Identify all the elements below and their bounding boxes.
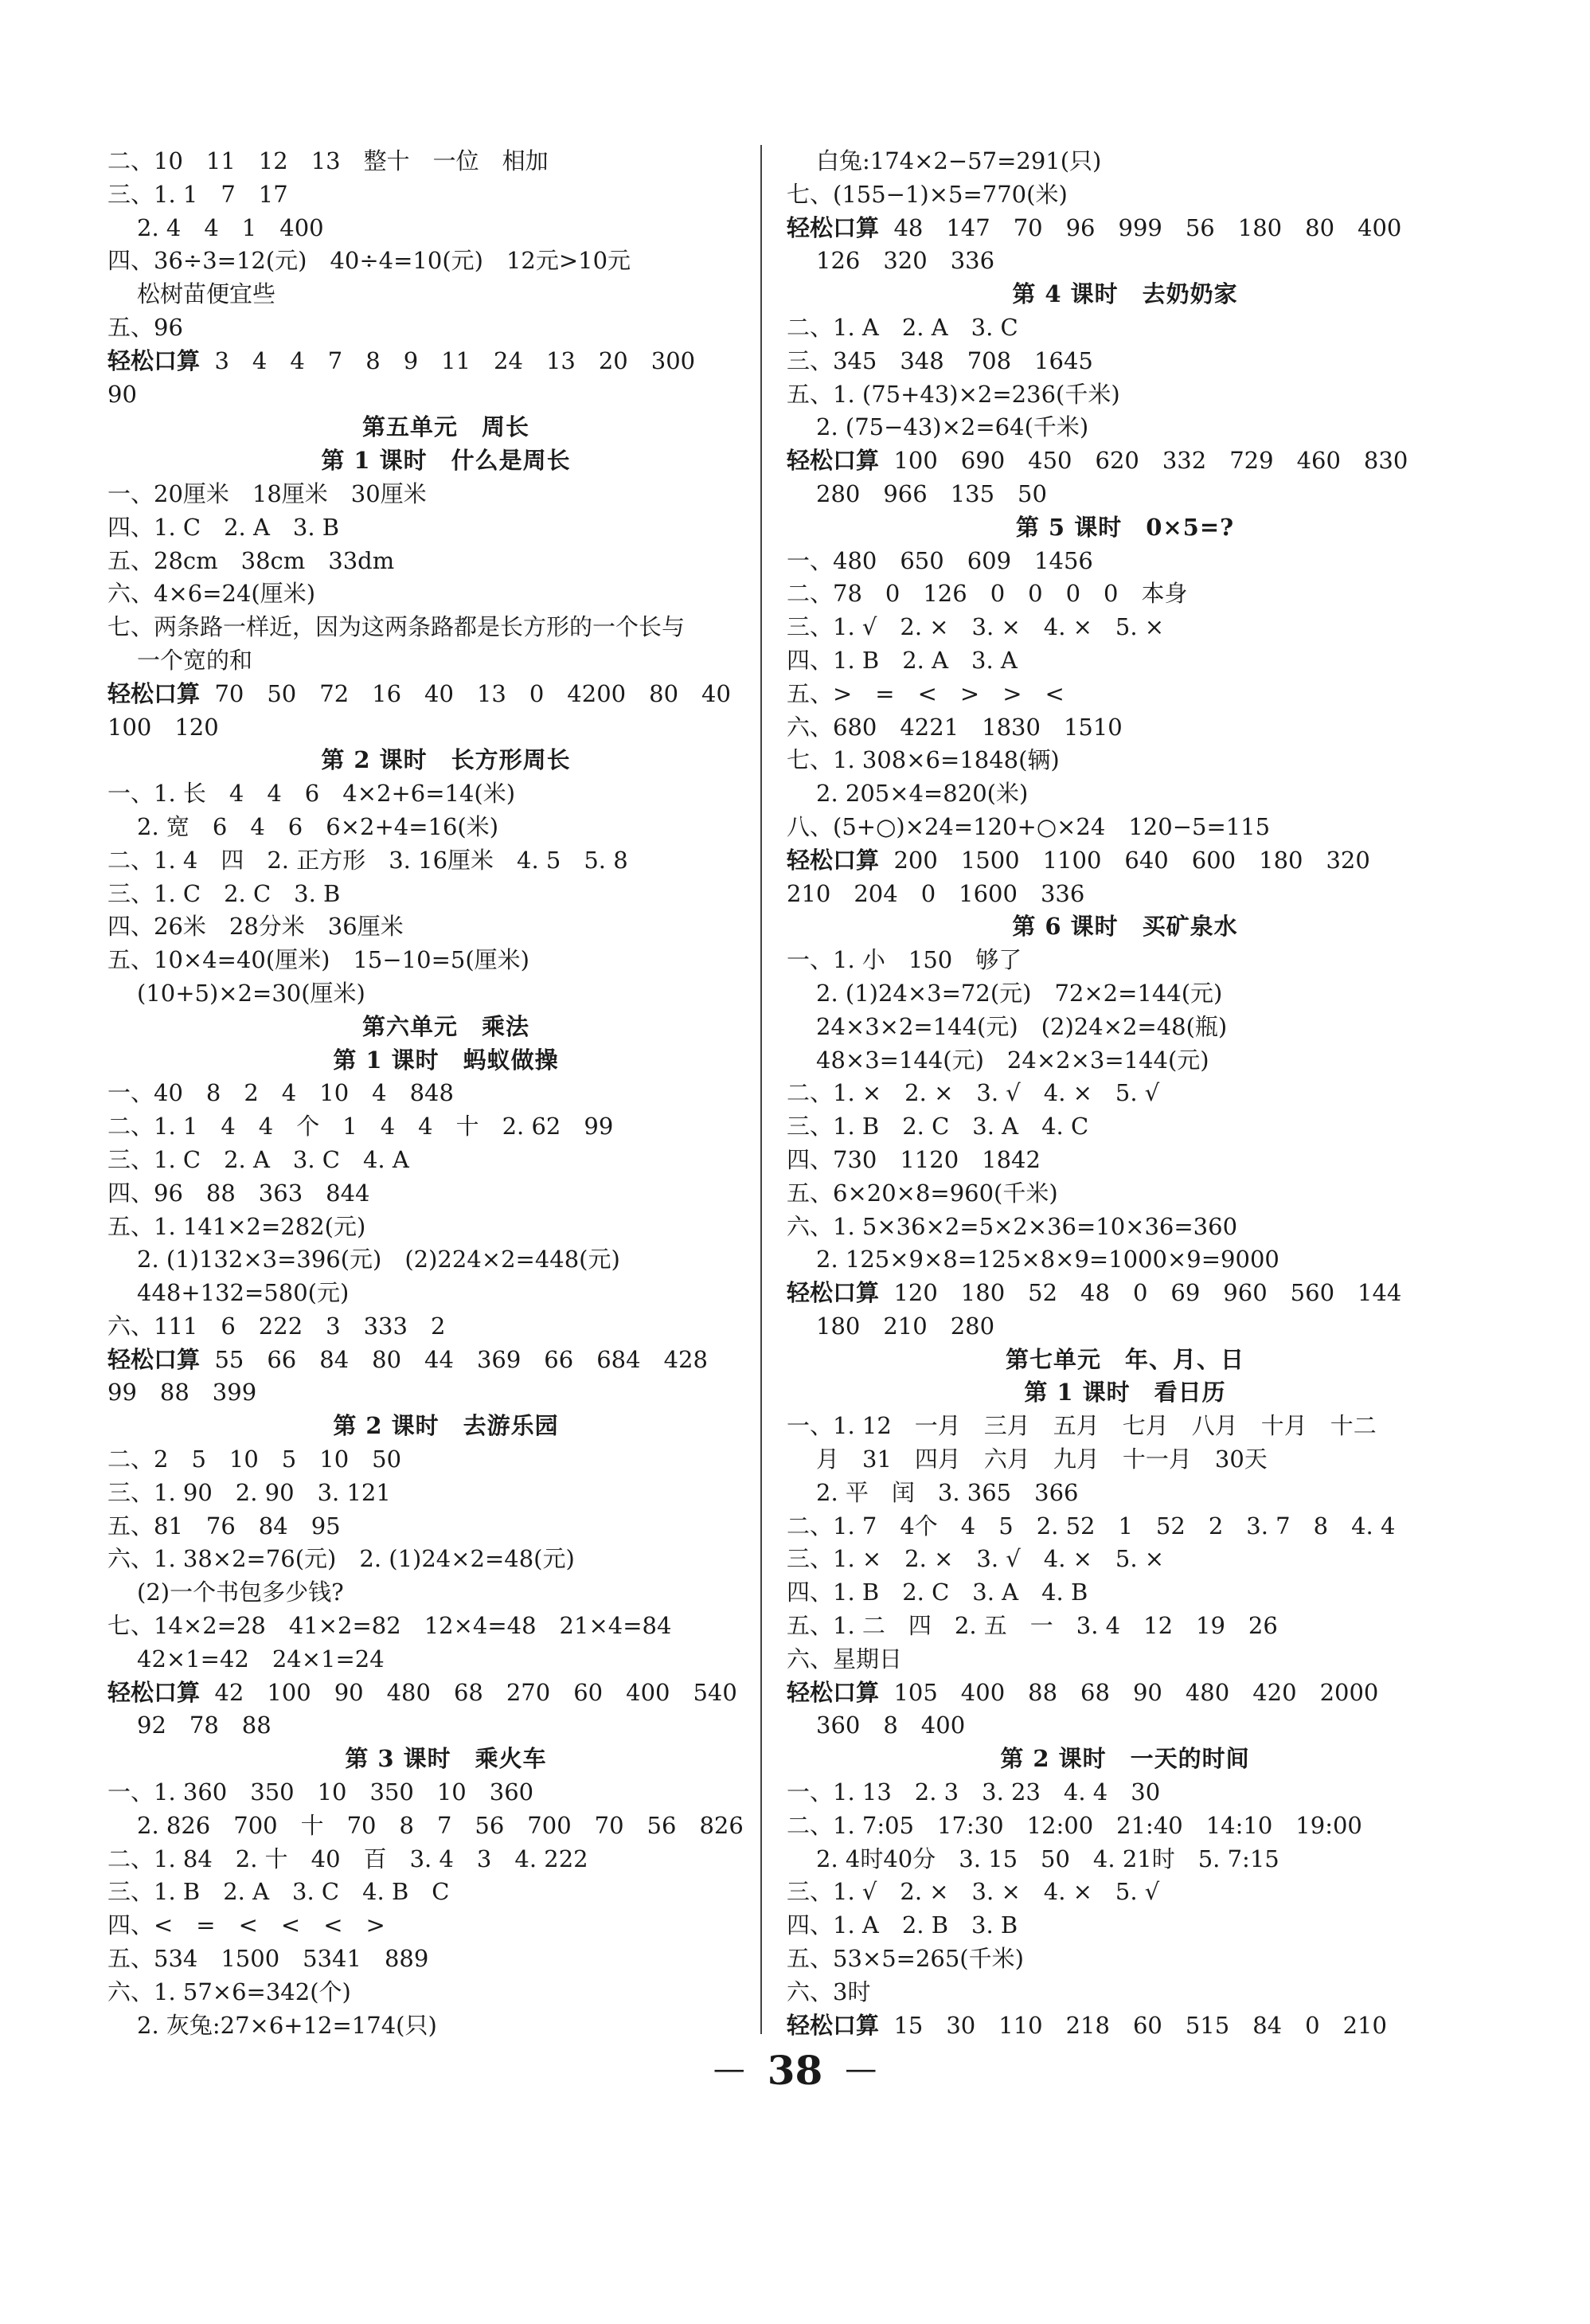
answer-line: 四、1. B 2. C 3. A 4. B [787, 1579, 1088, 1606]
oral-calc-line [787, 212, 1463, 245]
answer-line: 三、1. C 2. A 3. C 4. A [107, 1145, 409, 1173]
answer-line: 七、(155−1)×5=770(米) [787, 180, 1068, 208]
answer-line: 二、1. 7:05 17:30 12:00 21:40 14:10 19:00 [787, 1811, 1362, 1839]
answer-line: 一、1. 小 150 够了 [787, 946, 1022, 974]
answer-line: 99 88 399 [107, 1379, 257, 1407]
section-title: 第七单元 年、月、日 [1005, 1345, 1244, 1373]
oral-calc-label: 轻松口算 [787, 213, 880, 241]
answer-line: (10+5)×2=30(厘米) [137, 979, 365, 1007]
oral-calc-label: 轻松口算 [787, 1279, 880, 1307]
oral-calc-line [787, 2009, 1463, 2043]
oral-calc-values: 3 4 4 7 8 9 11 24 13 20 300 [200, 346, 696, 374]
answer-line: 2. 826 700 十 70 8 7 56 700 70 56 826 [137, 1811, 744, 1839]
answer-line: 二、1. 4 四 2. 正方形 3. 16厘米 4. 5 5. 8 [107, 846, 628, 874]
answer-line: 四、36÷3=12(元) 40÷4=10(元) 12元>10元 [107, 247, 631, 275]
answer-line: 二、1. 7 4个 4 5 2. 52 1 52 2 3. 7 8 4. 4 [787, 1512, 1396, 1540]
section-title: 第 3 课时 乘火车 [345, 1745, 547, 1773]
oral-calc-line [787, 844, 1463, 878]
oral-calc-values: 55 66 84 80 44 369 66 684 428 [200, 1345, 708, 1373]
answer-line: 六、1. 5×36×2=5×2×36=10×36=360 [787, 1212, 1238, 1240]
answer-line: 2. 125×9×8=125×8×9=1000×9=9000 [816, 1246, 1279, 1274]
oral-calc-label: 轻松口算 [787, 447, 880, 475]
section-title: 第 2 课时 长方形周长 [321, 746, 571, 774]
section-title: 第 1 课时 蚂蚁做操 [333, 1046, 559, 1074]
page-number-value: 38 [767, 2047, 823, 2094]
answer-line: 四、< = < < < > [107, 1911, 385, 1939]
answer-line: 二、2 5 10 5 10 50 [107, 1446, 402, 1473]
left-column [107, 145, 784, 2042]
answer-line: 90 [107, 380, 137, 408]
answer-line: 二、1. 84 2. 十 40 百 3. 4 3 4. 222 [107, 1845, 588, 1872]
answer-line: 2. 宽 6 4 6 6×2+4=16(米) [137, 812, 499, 840]
answer-line: 2. 平 闰 3. 365 366 [816, 1478, 1079, 1506]
column-divider [760, 145, 762, 2034]
answer-line: 五、1. 141×2=282(元) [107, 1212, 366, 1240]
answer-line: 二、1. A 2. A 3. C [787, 313, 1018, 341]
answer-line: 126 320 336 [816, 247, 995, 275]
section-title: 第六单元 乘法 [361, 1012, 529, 1040]
answer-line: (2)一个书包多少钱? [137, 1579, 344, 1606]
answer-line: 六、1. 38×2=76(元) 2. (1)24×2=48(元) [107, 1545, 575, 1573]
answer-line: 2. (75−43)×2=64(千米) [816, 413, 1089, 441]
answer-line: 二、78 0 126 0 0 0 0 本身 [787, 580, 1188, 608]
answer-line: 210 204 0 1600 336 [787, 879, 1085, 907]
answer-line: 2. 4时40分 3. 15 50 4. 21时 5. 7:15 [816, 1845, 1279, 1872]
answer-line: 六、1. 57×6=342(个) [107, 1978, 351, 2005]
answer-line: 七、14×2=28 41×2=82 12×4=48 21×4=84 [107, 1612, 672, 1640]
answer-line: 三、345 348 708 1645 [787, 346, 1093, 374]
oral-calc-values: 42 100 90 480 68 270 60 400 540 [200, 1678, 737, 1706]
answer-line: 六、3时 [787, 1978, 871, 2005]
answer-line: 五、534 1500 5341 889 [107, 1945, 429, 1973]
page-number: — 38 — [713, 2047, 877, 2094]
answer-line: 一个宽的和 [137, 646, 253, 674]
answer-line: 2. 205×4=820(米) [816, 780, 1029, 808]
answer-line: 2. (1)24×3=72(元) 72×2=144(元) [816, 979, 1223, 1007]
answer-line: 三、1. × 2. × 3. √ 4. × 5. × [787, 1545, 1165, 1573]
section-title: 第 1 课时 什么是周长 [321, 447, 571, 475]
section-title: 第 5 课时 0×5=? [1015, 513, 1235, 541]
answer-line: 三、1. 90 2. 90 3. 121 [107, 1478, 391, 1506]
answer-line: 六、星期日 [787, 1645, 903, 1673]
oral-calc-line [107, 678, 784, 711]
answer-line: 七、两条路一样近，因为这两条路都是长方形的一个长与 [107, 613, 686, 641]
oral-calc-values: 105 400 88 68 90 480 420 2000 [879, 1678, 1379, 1706]
answer-line: 五、28cm 38cm 33dm [107, 546, 395, 574]
answer-line: 三、1. B 2. A 3. C 4. B C [107, 1878, 450, 1906]
answer-line: 一、1. 13 2. 3 3. 23 4. 4 30 [787, 1778, 1161, 1806]
oral-calc-label: 轻松口算 [107, 346, 201, 374]
oral-calc-label: 轻松口算 [787, 846, 880, 874]
answer-line: 100 120 [107, 713, 219, 741]
answer-line: 2. 4 4 1 400 [137, 213, 324, 241]
oral-calc-line [107, 345, 784, 378]
oral-calc-label: 轻松口算 [107, 1345, 201, 1373]
oral-calc-values: 100 690 450 620 332 729 460 830 [879, 447, 1408, 475]
answer-line: 五、> = < > > < [787, 679, 1065, 707]
answer-line: 五、6×20×8=960(千米) [787, 1179, 1058, 1207]
section-title: 第五单元 周长 [361, 413, 529, 441]
oral-calc-line [107, 1344, 784, 1377]
answer-line: 五、10×4=40(厘米) 15−10=5(厘米) [107, 946, 529, 974]
answer-line: 四、1. C 2. A 3. B [107, 513, 340, 541]
answer-line: 三、1. √ 2. × 3. × 4. × 5. √ [787, 1878, 1160, 1906]
answer-line: 24×3×2=144(元) (2)24×2=48(瓶) [816, 1012, 1228, 1040]
oral-calc-values: 120 180 52 48 0 69 960 560 144 [879, 1279, 1402, 1307]
answer-line: 五、1. (75+43)×2=236(千米) [787, 380, 1120, 408]
answer-line: 48×3=144(元) 24×2×3=144(元) [816, 1046, 1209, 1074]
answer-line: 一、20厘米 18厘米 30厘米 [107, 479, 427, 507]
oral-calc-label: 轻松口算 [787, 2011, 880, 2039]
answer-line: 2. 灰兔:27×6+12=174(只) [137, 2011, 437, 2039]
answer-line: 白兔:174×2−57=291(只) [816, 147, 1102, 174]
answer-line: 四、26米 28分米 36厘米 [107, 913, 404, 941]
oral-calc-values: 15 30 110 218 60 515 84 0 210 [879, 2011, 1387, 2039]
answer-line: 一、40 8 2 4 10 4 848 [107, 1079, 454, 1107]
answer-line: 四、96 88 363 844 [107, 1179, 370, 1207]
answer-line: 360 8 400 [816, 1712, 966, 1739]
oral-calc-line [787, 1676, 1463, 1710]
answer-line: 五、96 [107, 313, 183, 341]
oral-calc-values: 48 147 70 96 999 56 180 80 400 [879, 213, 1402, 241]
section-title: 第 2 课时 去游乐园 [333, 1412, 559, 1440]
oral-calc-line [787, 1277, 1463, 1310]
oral-calc-label: 轻松口算 [107, 1678, 201, 1706]
answer-line: 二、1. 1 4 4 个 1 4 4 十 2. 62 99 [107, 1113, 614, 1140]
answer-line: 松树苗便宜些 [137, 280, 276, 308]
oral-calc-values: 200 1500 1100 640 600 180 320 [879, 846, 1370, 874]
answer-line: 五、53×5=265(千米) [787, 1945, 1024, 1973]
answer-line: 四、1. A 2. B 3. B [787, 1911, 1018, 1939]
answer-line: 三、1. 1 7 17 [107, 180, 288, 208]
answer-line: 三、1. √ 2. × 3. × 4. × 5. × [787, 613, 1165, 641]
section-title: 第 2 课时 一天的时间 [1000, 1745, 1250, 1773]
section-title: 第 4 课时 去奶奶家 [1012, 280, 1238, 308]
oral-calc-label: 轻松口算 [107, 679, 201, 707]
answer-line: 七、1. 308×6=1848(辆) [787, 746, 1060, 774]
oral-calc-values: 70 50 72 16 40 13 0 4200 80 40 [200, 679, 731, 707]
answer-line: 四、1. B 2. A 3. A [787, 646, 1018, 674]
answer-line: 42×1=42 24×1=24 [137, 1645, 385, 1673]
answer-line: 92 78 88 [137, 1712, 272, 1739]
section-title: 第 6 课时 买矿泉水 [1012, 913, 1238, 941]
answer-line: 448+132=580(元) [137, 1279, 350, 1307]
answer-line: 二、10 11 12 13 整十 一位 相加 [107, 147, 549, 174]
answer-line: 八、(5+○)×24=120+○×24 120−5=115 [787, 812, 1271, 840]
answer-line: 五、1. 二 四 2. 五 一 3. 4 12 19 26 [787, 1612, 1278, 1640]
answer-line: 180 210 280 [816, 1312, 995, 1340]
section-title: 第 1 课时 看日历 [1024, 1379, 1226, 1407]
answer-line: 一、1. 12 一月 三月 五月 七月 八月 十月 十二 [787, 1412, 1377, 1440]
answer-line: 三、1. C 2. C 3. B [107, 879, 341, 907]
right-column [787, 145, 1463, 2042]
answer-line: 五、81 76 84 95 [107, 1512, 341, 1540]
answer-line: 一、480 650 609 1456 [787, 546, 1093, 574]
answer-line: 一、1. 长 4 4 6 4×2+6=14(米) [107, 780, 516, 808]
oral-calc-label: 轻松口算 [787, 1678, 880, 1706]
oral-calc-line [787, 444, 1463, 478]
answer-line: 三、1. B 2. C 3. A 4. C [787, 1113, 1089, 1140]
answer-line: 二、1. × 2. × 3. √ 4. × 5. √ [787, 1079, 1160, 1107]
answer-line: 六、111 6 222 3 333 2 [107, 1312, 446, 1340]
answer-line: 六、680 4221 1830 1510 [787, 713, 1123, 741]
answer-line: 四、730 1120 1842 [787, 1145, 1041, 1173]
answer-line: 六、4×6=24(厘米) [107, 580, 316, 608]
oral-calc-line [107, 1676, 784, 1710]
answer-line: 2. (1)132×3=396(元) (2)224×2=448(元) [137, 1246, 620, 1274]
answer-line: 一、1. 360 350 10 350 10 360 [107, 1778, 534, 1806]
answer-line: 月 31 四月 六月 九月 十一月 30天 [816, 1446, 1268, 1473]
answer-line: 280 966 135 50 [816, 479, 1047, 507]
